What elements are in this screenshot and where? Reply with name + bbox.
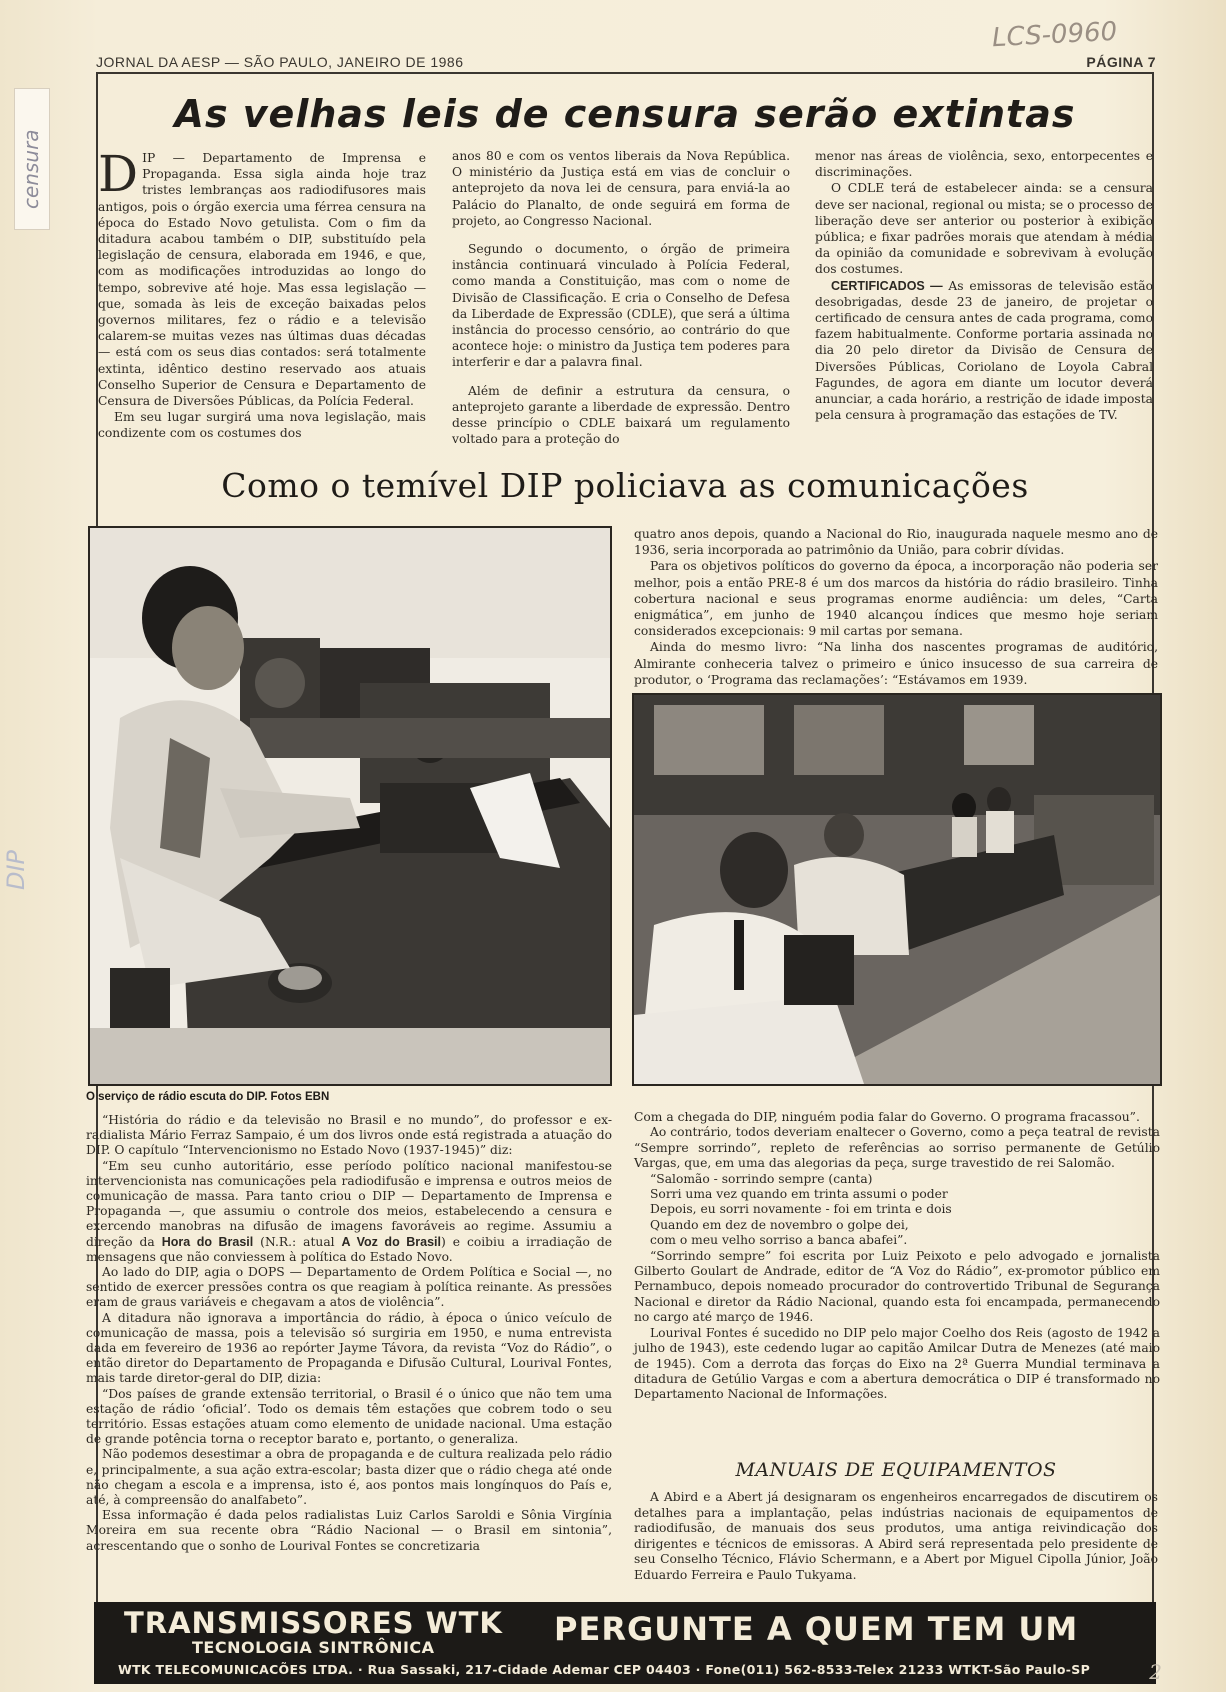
- article1-paragraph: O CDLE terá de estabelecer ainda: se a censura deve ser nacional, regional ou mista; se o processo de liberação deve ser anterior ou posterior à exibição pública; e fixar padrões morais que atendam à média da opinião da comunidade e sobrevivam à evolução dos costumes.: [815, 181, 1153, 277]
- song-line: com o meu velho sorriso a banca abafei”.: [650, 1233, 908, 1248]
- song-title: “Salomão - sorrindo sempre (canta): [650, 1171, 873, 1186]
- article1-paragraph: Além de definir a estrutura da censura, o anteprojeto garante a liberdade de expressão. Dentro desse princípio o CDLE baixará um regulamento voltado para a proteção do: [452, 383, 790, 447]
- manuais-paragraph: A Abird e a Abert já designaram os engenheiros encarregados de discutirem os detalhes para a implantação, pelas indústrias nacionais de equipamentos de radiodifusão, de manuais dos seus produtos, uma antiga reivindicação dos dirigentes e técnicos de emissoras. A Abird será representada pelo presidente de seu Conselho Técnico, Flávio Schermann, e a Abert por Miguel Cipolla Júnior, João Eduardo Ferreira e Paulo Tukyama.: [634, 1490, 1158, 1582]
- photo-listening-room: [632, 693, 1162, 1086]
- article2-paragraph: Ainda do mesmo livro: “Na linha dos nascentes programas de auditório, Almirante conheceria talvez o primeiro e único insucesso de sua carreira de produtor, o ‘Programa das reclamações’: “Estávamos em 1939.: [634, 640, 1158, 687]
- radio-operator-illustration: [90, 528, 610, 1084]
- article2-right-top-column: [634, 526, 1158, 688]
- article2-paragraph: Lourival Fontes é sucedido no DIP pelo major Coelho dos Reis (agosto de 1942 a julho de 1943), este cedendo lugar ao capitão Amilcar Dutra de Menezes (até maio de 1945). Com a derrota das forças do Eixo na 2ª Guerra Mundial terminava a ditadura de Getúlio Vargas e com a abertura democrática o DIP é transformado no Departamento Nacional de Informações.: [634, 1325, 1160, 1402]
- article1-paragraph: CERTIFICADOS — As emissoras de televisão estão desobrigadas, desde 23 de janeiro, de projetar o certificado de censura antes de cada programa, como fazem habitualmente. Conforme portaria assinada no dia 20 pelo diretor da Divisão de Censura de Diversões Públicas, Coriolano de Loyola Cabral Fagundes, de agora em diante um locutor deverá anunciar, a cada horário, a restrição de idade imposta pela censura à programação das estações de TV.: [815, 278, 1153, 423]
- article2-paragraph: Essa informação é dada pelos radialistas Luiz Carlos Saroldi e Sônia Virgínia Moreira em sua recente obra “Rádio Nacional — o Brasil em sintonia”, acrescentando que o sonho de Lourival Fontes se concretizaria: [86, 1508, 612, 1553]
- ad-contact: WTK TELECOMUNICACÕES LTDA. · Rua Sassaki, 217-Cidade Ademar CEP 04403 · Fone(011) 562-8533-Telex 21233 WTKT-São Paulo-SP: [118, 1662, 1091, 1677]
- article2-headline: Como o temível DIP policiava as comunicações: [221, 466, 1029, 505]
- article2-paragraph: “Sorrindo sempre” foi escrita por Luiz Peixoto e pelo advogado e jornalista Gilberto Goulart de Andrade, editor de “A Voz do Rádio”, ex-promotor público em Pernambuco, depois nomeado procurador do controvertido Tribunal de Segurança Nacional e diretor da Rádio Nacional, quando esta foi encampada, permanecendo no cargo até março de 1946.: [634, 1248, 1160, 1325]
- ad-brand: TRANSMISSORES WTK: [124, 1606, 503, 1640]
- article2-left-column: [86, 1113, 612, 1554]
- voz-do-brasil-bold: A Voz do Brasil: [341, 1234, 441, 1249]
- photo-radio-operator: [88, 526, 612, 1086]
- page-number: PÁGINA 7: [1086, 54, 1156, 70]
- article1-column-2: [452, 148, 790, 447]
- ad-tagline: TECNOLOGIA SINTRÔNICA: [192, 1638, 435, 1657]
- article2-paragraph: Com a chegada do DIP, ninguém podia falar do Governo. O programa fracassou”.: [634, 1110, 1140, 1124]
- side-handwritten-note: DIP: [2, 849, 30, 890]
- archive-code: LCS-0960: [991, 16, 1118, 54]
- archive-stamp: [14, 88, 50, 230]
- song-line: Sorri uma vez quando em trinta assumi o poder: [650, 1187, 948, 1202]
- manuais-headline: MANUAIS DE EQUIPAMENTOS: [735, 1459, 1057, 1481]
- article2-right-column: [634, 1110, 1160, 1403]
- corner-handwritten-mark: 2: [1149, 1660, 1162, 1684]
- article2-paragraph: Ao contrário, todos deveriam enaltecer o Governo, como a peça teatral de revista “Sempre sorrindo”, repleto de referências ao sorriso permanente de Getúlio Vargas, que, em uma das alegorias da peça, surge travestido de rei Salomão.: [634, 1125, 1160, 1171]
- article1-column-1: [98, 145, 426, 442]
- article2-paragraph: “História do rádio e da televisão no Brasil e no mundo”, do professor e ex-radialista Mário Ferraz Sampaio, é um dos livros onde está registrada a atuação do DIP. O capítulo “Intervencionismo no Estado Novo (1937-1945)” diz:: [86, 1113, 612, 1158]
- article1-paragraph: Em seu lugar surgirá uma nova legislação, mais condizente com os costumes dos: [98, 410, 426, 441]
- article2-paragraph: Não podemos desestimar a obra de propaganda e de cultura realizada pelo rádio e, principalmente, a sua ação extra-escolar; basta dizer que o rádio chega até onde não chegam a escola e a imprensa, isto é, aos pontos mais longínquos do País e, até, à compreensão do analfabeto”.: [86, 1447, 612, 1508]
- article2-paragraph: quatro anos depois, quando a Nacional do Rio, inaugurada naquele mesmo ano de 1936, seria incorporada ao patrimônio da União, para cobrir dívidas.: [634, 527, 1158, 558]
- article2-paragraph: Ao lado do DIP, agia o DOPS — Departamento de Ordem Política e Social —, no sentido de exercer pressões contra os que reagiam à política reinante. As pressões eram de graus variáveis e chegavam a atos de violência”.: [86, 1265, 612, 1310]
- article2-paragraph: “Dos países de grande extensão territorial, o Brasil é o único que não tem uma estação de rádio ‘oficial’. Todo os demais têm estações que cobrem todo o seu território. Essas estações atuam como elemento de unidade nacional. Uma estação de grande potência torna o receptor barato e, portanto, o generaliza.: [86, 1386, 612, 1447]
- wtk-advertisement: [94, 1602, 1156, 1684]
- song-line: Quando em dez de novembro o golpe dei,: [650, 1217, 909, 1232]
- article2-paragraph: Para os objetivos políticos do governo da época, a incorporação não poderia ser melhor, pois a então PRE-8 é um dos marcos da história do rádio brasileiro. Tinha cobertura nacional e seus programas enorme audiência: um deles, “Carta enigmática”, em junho de 1940 alcançou índices que mesmo hoje seriam considerados excepcionais: 9 mil cartas por semana.: [634, 559, 1158, 639]
- article1-paragraph: Segundo o documento, o órgão de primeira instância continuará vinculado à Polícia Federal, como manda a Constituição, mas com o nome de Divisão de Classificação. E cria o Conselho de Defesa da Liberdade de Expressão (CDLE), que será a última instância do processo censório, ao contrário do que acontece hoje: o ministro da Justiça tem poderes para interferir e dar a palavra final.: [452, 242, 790, 370]
- manuais-column: [634, 1490, 1158, 1584]
- listening-room-illustration: [634, 695, 1160, 1084]
- article1-headline: As velhas leis de censura serão extintas: [174, 92, 1076, 136]
- ad-slogan: PERGUNTE A QUEM TEM UM: [554, 1610, 1079, 1648]
- article1-paragraph: menor nas áreas de violência, sexo, entorpecentes e discriminações.: [815, 149, 1153, 180]
- article2-paragraph: “Em seu cunho autoritário, esse período político nacional manifestou-se intervencionista nas comunicações pela radiodifusão e imprensa e outros meios de comunicação de massa. Para tanto criou o DIP — Departamento de Imprensa e Propaganda —, que assumiu o controle dos meios, estabelecendo a censura e exercendo manobras na difusão de imagens favoráveis ao regime. Assumiu a direção da Hora do Brasil (N.R.: atual A Voz do Brasil) e coibiu a irradiação de mensagens que não conviessem à política do Estado Novo.: [86, 1158, 613, 1264]
- newspaper-dateline: JORNAL DA AESP — SÃO PAULO, JANEIRO DE 1986: [96, 54, 464, 70]
- article1-column-3: [815, 148, 1153, 423]
- photo-caption: O serviço de rádio escuta do DIP. Fotos EBN: [86, 1091, 330, 1103]
- page-header: [96, 52, 1156, 74]
- certificados-subhead: CERTIFICADOS —: [831, 278, 943, 293]
- article1-paragraph: DIP — Departamento de Imprensa e Propaganda. Essa sigla ainda hoje traz tristes lembranças aos radiodifusores mais antigos, pois o órgão exercia uma férrea censura na época do Estado Novo getulista. Com o fim da ditadura acabou também o DIP, substituído pela legislação de censura, elaborada em 1946, e que, com as modificações introduzidas ao longo do tempo, sobrevive até hoje. Mas essa legislação — que, somada às leis de exceção baixadas pelos governos militares, fez o rádio e a televisão calarem-se muitas vezes nas últimas duas décadas — está com os seus dias contados: será totalmente extinta, idêntico destino reservado aos atuais Conselho Superior de Censura e Departamento de Censura de Diversões Públicas, da Polícia Federal.: [98, 145, 426, 409]
- hora-do-brasil-bold: Hora do Brasil: [161, 1234, 254, 1249]
- article2-paragraph: A ditadura não ignorava a importância do rádio, à época o único veículo de comunicação de massa, pois a televisão só surgiria em 1950, e numa entrevista dada em fevereiro de 1936 ao repórter Jayme Távora, da revista “Voz do Rádio”, o então diretor do Departamento de Propaganda e Difusão Cultural, Lourival Fontes, mais tarde diretor-geral do DIP, dizia:: [86, 1310, 612, 1386]
- article1-paragraph: anos 80 e com os ventos liberais da Nova República. O ministério da Justiça está em vias de concluir o anteprojeto da nova lei de censura, para enviá-la ao Palácio do Planalto, de onde seguirá em forma de projeto, ao Congresso Nacional.: [452, 149, 790, 228]
- drop-cap: D: [98, 145, 139, 203]
- song-line: Depois, eu sorri novamente - foi em trinta e dois: [650, 1202, 952, 1217]
- stamp-label: censura: [19, 129, 43, 209]
